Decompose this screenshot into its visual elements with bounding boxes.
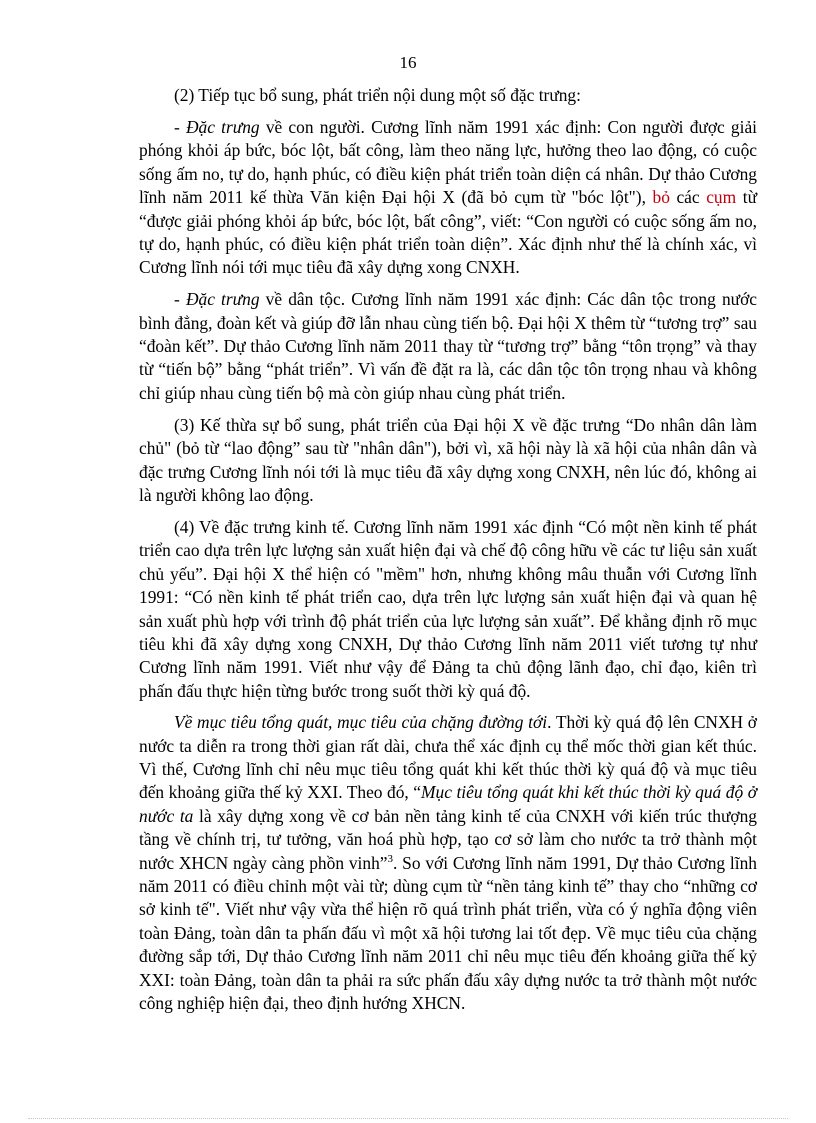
italic-label: Đặc trưng (185, 289, 260, 310)
paragraph-1: (2) Tiếp tục bổ sung, phát triển nội dung một số đặc trưng: (174, 85, 581, 105)
list-dash: - (174, 116, 186, 137)
paragraph-3 (139, 288, 757, 405)
footnote-marker[interactable]: 3 (387, 852, 393, 865)
paragraph-text: các (669, 187, 707, 208)
paragraph-text: là xây dựng xong về cơ bản nền tảng kinh tế của CNXH với kiến trúc thượng tầng về chính trị, tư tưởng, văn hoá phù hợp, tạo cơ sở làm cho nước ta trở thành một nước XHCN ngày càng phồn vinh” (139, 805, 757, 873)
paragraph-2 (139, 116, 757, 280)
page-bottom-divider (28, 1118, 788, 1119)
paragraph-4: (3) Kế thừa sự bổ sung, phát triển của Đại hội X về đặc trưng “Do nhân dân làm chủ" (bỏ từ “lao động” sau từ "nhân dân"), bởi vì, xã hội này là xã hội của nhân dân và đặc trưng Cương lĩnh nói tới là mục tiêu đã xây dựng xong CNXH, nên lúc đó, không ai là người không lao động. (139, 414, 757, 505)
paragraph-6 (139, 711, 757, 1015)
red-highlight-word: cụm (706, 187, 737, 208)
paragraph-5: (4) Về đặc trưng kinh tế. Cương lĩnh năm 1991 xác định “Có một nền kinh tế phát triển cao dựa trên lực lượng sản xuất hiện đại và chế độ công hữu về các tư liệu sản xuất chủ yếu”. Đại hội X thể hiện có "mềm" hơn, nhưng không mâu thuẫn với Cương lĩnh 1991: “Có nền kinh tế phát triển cao, dựa trên lực lượng sản xuất hiện đại và quan hệ sản xuất phù hợp với trình độ phát triển của lực lượng sản xuất”. Để khẳng định rõ mục tiêu khi đã xây dựng xong CNXH, Dự thảo Cương lĩnh năm 2011 viết tương tự như Cương lĩnh năm 1991. Viết như vậy để Đảng ta chủ động lãnh đạo, chỉ đạo, kiên trì phấn đấu thực hiện từng bước trong suốt thời kỳ quá độ. (139, 516, 757, 701)
italic-label: Đặc trưng (185, 116, 260, 137)
list-dash: - (174, 289, 186, 310)
page-number: 16 (399, 53, 417, 72)
red-highlight-word: bỏ (652, 187, 670, 208)
paragraph-text: về con người. Cương lĩnh năm 1991 xác định: Con người được giải phóng khỏi áp bức, bóc lột, bất công, làm theo năng lực, hưởng theo lao động, có cuộc sống ấm no, tự do, hạnh phúc, có điều kiện phát triển toàn diện cá nhân. Dự thảo Cương lĩnh năm 2011 kế thừa Văn kiện Đại hội X (đã bỏ cụm từ "bóc lột"), (139, 116, 758, 208)
paragraph-text: về dân tộc. Cương lĩnh năm 1991 xác định: Các dân tộc trong nước bình đẳng, đoàn kết và giúp đỡ lẫn nhau cùng tiến bộ. Đại hội X thêm từ “tương trợ” sau “đoàn kết”. Dự thảo Cương lĩnh năm 2011 thay từ “tương trợ” bằng “tôn trọng” và thay từ “tiến bộ” bằng “phát triển”. Vì vấn đề đặt ra là, các dân tộc tôn trọng nhau và không chỉ giúp nhau cùng tiến bộ mà còn giúp nhau cùng phát triển. (139, 289, 757, 403)
paragraph-text: . Thời kỳ quá độ lên CNXH ở nước ta diễn ra trong thời gian rất dài, chưa thể xác định cụ thể mốc thời gian kết thúc. Vì thế, Cương lĩnh chỉ nêu mục tiêu tổng quát khi kết thúc thời kỳ quá độ và mục tiêu đến khoảng giữa thế kỷ XXI. Theo đó, “ (139, 712, 757, 803)
italic-heading: Về mục tiêu tổng quát, mục tiêu của chặng đường tới (174, 712, 548, 733)
page-body (139, 84, 757, 1024)
paragraph-text: từ “được giải phóng khỏi áp bức, bóc lột, bất công”, viết: “Con người có cuộc sống ấm no, tự do, hạnh phúc, có điều kiện phát triển toàn diện”. Xác định như thế là chính xác, vì Cương lĩnh nói tới mục tiêu đã xây dựng xong CNXH. (139, 187, 757, 278)
italic-quote: Mục tiêu tổng quát khi kết thúc thời kỳ quá độ ở nước ta (139, 782, 757, 826)
paragraph-text: . So với Cương lĩnh năm 1991, Dự thảo Cương lĩnh năm 2011 có điều chỉnh một vài từ; dùng cụm từ “nền tảng kinh tế” thay cho “những cơ sở kinh tế". Viết như vậy vừa thể hiện rõ quá trình phát triển, vừa có ý nghĩa động viên toàn Đảng, toàn dân ta phấn đấu vì một xã hội tương lai tốt đẹp. Về mục tiêu của chặng đường sắp tới, Dự thảo Cương lĩnh năm 2011 chỉ nêu mục tiêu đến khoảng giữa thế kỷ XXI: toàn Đảng, toàn dân ta phải ra sức phấn đấu xây dựng nước ta trở thành một nước công nghiệp hiện đại, theo định hướng XHCN. (139, 852, 757, 1014)
